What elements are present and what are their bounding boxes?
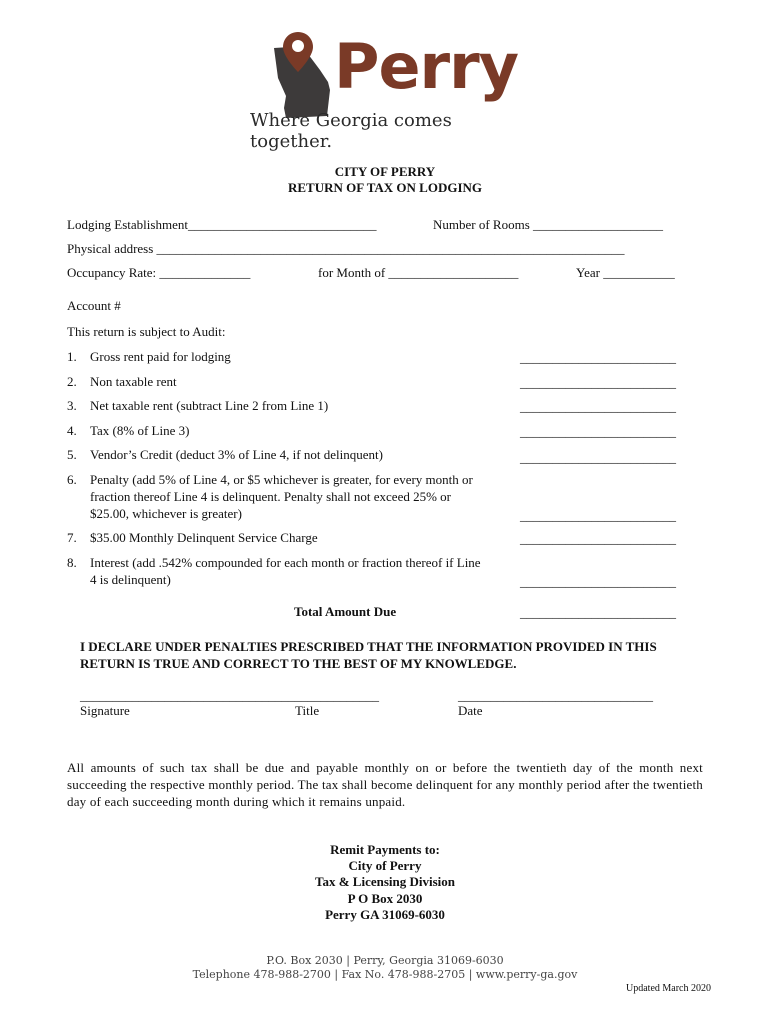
- footer-contact: Telephone 478-988-2700 | Fax No. 478-988-2705 | www.perry-ga.gov: [192, 968, 578, 981]
- remit-line: City of Perry: [348, 858, 422, 873]
- line-blank[interactable]: ________________________: [520, 375, 676, 390]
- updated-date: Updated March 2020: [626, 983, 711, 994]
- line-number: 2.: [67, 374, 77, 389]
- month-field[interactable]: for Month of ____________________: [318, 265, 519, 280]
- date-label: Date: [458, 703, 483, 718]
- georgia-pin-icon: [272, 30, 334, 120]
- remit-line: P O Box 2030: [347, 891, 423, 906]
- total-amount-label: Total Amount Due: [294, 604, 397, 619]
- line-text: Vendor’s Credit (deduct 3% of Line 4, if not delinquent): [90, 447, 383, 462]
- line-text: Net taxable rent (subtract Line 2 from Line 1): [90, 398, 329, 413]
- remit-line: Perry GA 31069-6030: [325, 907, 445, 922]
- line-number: 6.: [67, 472, 77, 487]
- line-text: Penalty (add 5% of Line 4, or $5 whichever is greater, for every month or fraction thereof Line 4 is delinquent. Penalty shall not exceed 25% or $25.00, whichever is greater): [90, 472, 473, 521]
- physical-address-field[interactable]: Physical address ________________________________________________________________________: [67, 241, 625, 256]
- total-amount-blank[interactable]: ________________________: [520, 605, 676, 620]
- lodging-establishment-line: _____________________________: [187, 217, 377, 232]
- number-of-rooms-field[interactable]: Number of Rooms ____________________: [433, 217, 664, 232]
- line-blank[interactable]: ________________________: [520, 424, 676, 439]
- line-blank[interactable]: ________________________: [520, 574, 676, 589]
- line-number: 5.: [67, 447, 77, 462]
- line-number: 7.: [67, 530, 77, 545]
- footer-address: P.O. Box 2030 | Perry, Georgia 31069-6030: [266, 954, 504, 967]
- lodging-establishment-label: Lodging Establishment: [67, 217, 188, 232]
- line-blank[interactable]: ________________________: [520, 531, 676, 546]
- title-label: Title: [295, 703, 320, 718]
- account-number-label: Account #: [67, 298, 121, 313]
- line-number: 3.: [67, 398, 77, 413]
- form-title-city: CITY OF PERRY: [334, 164, 436, 179]
- line-text: Non taxable rent: [90, 374, 177, 389]
- form-title-return: RETURN OF TAX ON LODGING: [287, 180, 483, 195]
- line-blank[interactable]: ________________________: [520, 399, 676, 414]
- date-line[interactable]: ______________________________: [458, 688, 653, 703]
- line-number: 8.: [67, 555, 77, 570]
- remit-line: Tax & Licensing Division: [314, 874, 456, 889]
- signature-label: Signature: [80, 703, 130, 718]
- line-blank[interactable]: ________________________: [520, 450, 676, 465]
- line-text: Interest (add .542% compounded for each month or fraction thereof if Line 4 is delinquent): [90, 555, 481, 587]
- line-text: Tax (8% of Line 3): [90, 423, 190, 438]
- due-date-paragraph: All amounts of such tax shall be due and payable monthly on or before the twentieth day of the month next succeeding the respective monthly period. The tax shall become delinquent for any monthly period after the twentieth day of each succeeding month during which it remains unpaid.: [67, 760, 703, 809]
- line-number: 1.: [67, 349, 77, 364]
- line-text: $35.00 Monthly Delinquent Service Charge: [90, 530, 318, 545]
- logo-tagline: Where Georgia comes together.: [250, 110, 452, 152]
- line-text: Gross rent paid for lodging: [90, 349, 231, 364]
- occupancy-rate-field[interactable]: Occupancy Rate: ______________: [67, 265, 251, 280]
- audit-notice: This return is subject to Audit:: [67, 324, 226, 339]
- line-number: 4.: [67, 423, 77, 438]
- remit-heading: Remit Payments to:: [330, 842, 440, 857]
- line-blank[interactable]: ________________________: [520, 350, 676, 365]
- lodging-establishment-field[interactable]: [67, 218, 376, 231]
- logo-wordmark: Perry: [334, 30, 519, 103]
- year-field[interactable]: Year ___________: [576, 265, 675, 280]
- signature-title-line[interactable]: ______________________________________________: [80, 688, 379, 703]
- line-blank[interactable]: ________________________: [520, 508, 676, 523]
- declaration-text: I DECLARE UNDER PENALTIES PRESCRIBED THAT THE INFORMATION PROVIDED IN THIS RETURN IS TRUE AND CORRECT TO THE BEST OF MY KNOWLEDGE.: [80, 639, 657, 671]
